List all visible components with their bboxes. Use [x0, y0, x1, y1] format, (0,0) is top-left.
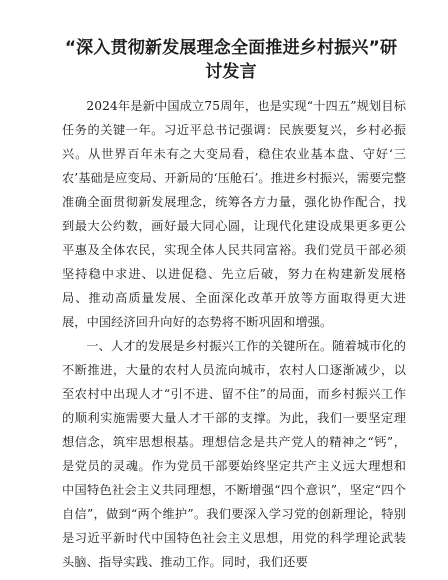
document-title: “深入贯彻新发展理念全面推进乡村振兴”研讨发言 — [64, 38, 398, 82]
paragraph-talent: 一、人才的发展是乡村振兴工作的关键所在。随着城市化的不断推进，大量的农村人员流向城市，农村人口逐渐减少，以至农村中出现人才“引不进、留不住”的局面，而乡村振兴工作的顺利实施需要大量人才干部的支撑。为此，我们一要坚定理想信念，筑牢思想根基。理想信念是共产党人的精神之“钙”，是党员的灵魂。作为党员干部要始终坚定共产主义远大理想和中国特色社会主义共同理想，不断增强“四个意识”，坚定“四个自信”，做到“两个维护”。我们要深入学习党的创新理论，特别是习近平新时代中国特色社会主义思想，用党的科学理论武装头脑、指导实践、推动工作。同时，我们还要 — [62, 339, 406, 569]
paragraph-intro: 2024年是新中国成立75周年，也是实现“十四五”规划目标任务的关键一年。习近平总书记强调：民族要复兴，乡村必振兴。从世界百年未有之大变局看，稳住农业基本盘、守好‘三农’基础是应变局、开新局的‘压舱石’。推进乡村振兴，需要完整准确全面贯彻新发展理念，统筹各方力量，强化协作配合，找到最大公约数，画好最大同心圆，让现代化建设成果更多更公平惠及全体农民，实现全体人民共同富裕。我们党员干部必须坚持稳中求进、以进促稳、先立后破，努力在构建新发展格局、推动高质量发展、全面深化改革开放等方面取得更大进展，中国经济回升向好的态势将不断巩固和增强。 — [62, 99, 406, 329]
